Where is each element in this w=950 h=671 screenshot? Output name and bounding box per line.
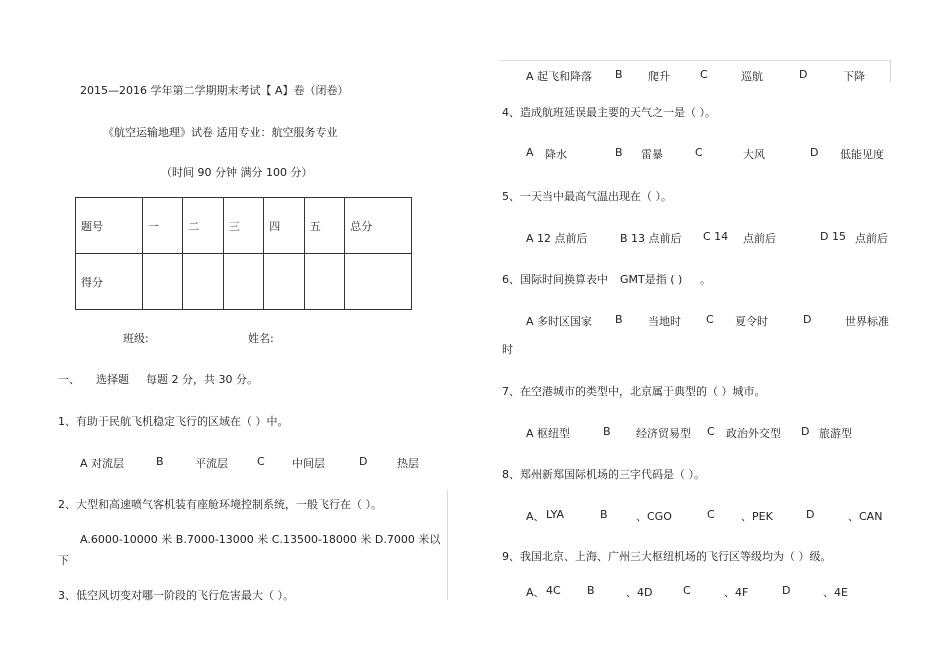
- question-3-stem: 3、低空风切变对哪一阶段的飞行危害最大（ ）。: [58, 589, 294, 602]
- q7-option: 经济贸易型: [636, 427, 691, 440]
- top-rule: [500, 60, 890, 61]
- q7-option: D: [801, 425, 810, 438]
- q1-option: A 对流层: [80, 457, 125, 470]
- q5-option: C 14: [703, 230, 729, 243]
- q2-options: A.6000-10000 米 B.7000-13000 米 C.13500-18000 米 D.7000 米以: [80, 533, 441, 546]
- question-5-stem: 5、一天当中最高气温出现在（ ）。: [502, 190, 672, 203]
- section-number: 一、: [58, 373, 80, 386]
- question-8-stem: 8、郑州新郑国际机场的三字代码是（ ）。: [502, 468, 705, 481]
- q1-option: 平流层: [195, 457, 228, 470]
- q3-option: B: [615, 68, 623, 81]
- q7-option: 政治外交型: [726, 427, 781, 440]
- q6-option: A 多时区国家: [526, 315, 593, 328]
- score-table-cell: 五: [304, 198, 345, 254]
- question-6-stem: 6、国际时间换算表中: [502, 273, 608, 286]
- q2-options-wrap: 下: [58, 554, 69, 567]
- q9-option: 、4D: [626, 586, 653, 599]
- score-table-cell: 总分: [345, 198, 412, 254]
- q1-option: C: [257, 455, 265, 468]
- score-input-cell[interactable]: [183, 254, 224, 310]
- question-1-stem: 1、有助于民航飞机稳定飞行的区域在（ ）中。: [58, 415, 289, 428]
- name-label: 姓名:: [248, 332, 274, 345]
- section-title: 选择题: [96, 373, 129, 386]
- score-input-cell[interactable]: [223, 254, 264, 310]
- score-table: [75, 197, 412, 310]
- q6-option: 当地时: [648, 315, 681, 328]
- q9-option: 、4E: [823, 586, 848, 599]
- q5-option: 点前后: [855, 232, 888, 245]
- question-7-stem: 7、在空港城市的类型中，北京属于典型的（ ）城市。: [502, 385, 766, 398]
- q3-option: C: [700, 68, 708, 81]
- q8-option: 、CAN: [848, 510, 883, 523]
- q7-option: C: [707, 425, 715, 438]
- score-table-score-row: [76, 254, 412, 310]
- q3-option: A 起飞和降落: [526, 70, 593, 83]
- question-9-stem: 9、我国北京、上海、广州三大枢纽机场的飞行区等级均为（ ）级。: [502, 550, 832, 563]
- q4-option: 低能见度: [840, 148, 884, 161]
- q4-option: C: [695, 146, 703, 159]
- q6-option: D: [803, 313, 812, 326]
- q3-option: 爬升: [648, 70, 670, 83]
- q8-option: B: [600, 508, 608, 521]
- q8-option: 、PEK: [741, 510, 773, 523]
- q6-option: B: [615, 313, 623, 326]
- q4-option: 大风: [743, 148, 765, 161]
- q9-option: D: [782, 584, 791, 597]
- score-table-cell: 题号: [76, 198, 143, 254]
- q7-option: 旅游型: [819, 427, 852, 440]
- score-table-cell: 一: [142, 198, 183, 254]
- q4-option: A: [526, 146, 534, 159]
- q8-option: LYA: [546, 508, 565, 521]
- q8-option: D: [806, 508, 815, 521]
- q7-option: B: [603, 425, 611, 438]
- q4-option: D: [810, 146, 819, 159]
- q1-option: 中间层: [292, 457, 325, 470]
- score-table-cell: 四: [264, 198, 305, 254]
- section-description: 每题 2 分，共 30 分。: [146, 373, 258, 386]
- q4-option: 雷暴: [641, 148, 663, 161]
- q9-option: 4C: [546, 584, 561, 597]
- q3-option: D: [799, 68, 808, 81]
- q9-option: C: [683, 584, 691, 597]
- question-6-stem: 。: [700, 273, 711, 286]
- q8-option: C: [707, 508, 715, 521]
- class-label: 班级:: [123, 332, 149, 345]
- q9-option: A、: [526, 586, 545, 599]
- exam-title: 2015—2016 学年第二学期期末考试【 A】卷（闭卷）: [80, 84, 349, 97]
- q3-option: 下降: [843, 70, 865, 83]
- score-table-header-row: [76, 198, 412, 254]
- q6-option: 世界标准: [845, 315, 889, 328]
- score-input-cell[interactable]: [264, 254, 305, 310]
- q4-option: B: [615, 146, 623, 159]
- q6-option-wrap: 时: [502, 343, 513, 356]
- q4-option: 降水: [545, 148, 567, 161]
- q5-option: B 13 点前后: [620, 232, 682, 245]
- q1-option: B: [156, 455, 164, 468]
- question-6-stem: GMT是指 ( ): [620, 273, 683, 286]
- course-line: 《航空运输地理》试卷 适用专业：航空服务专业: [103, 126, 338, 139]
- question-4-stem: 4、造成航班延误最主要的天气之一是（ ）。: [502, 106, 716, 119]
- q1-option: 热层: [397, 457, 419, 470]
- q6-option: C: [706, 313, 714, 326]
- time-line: （时间 90 分钟 满分 100 分）: [161, 166, 313, 179]
- q5-option: 点前后: [743, 232, 776, 245]
- q6-option: 夏令时: [735, 315, 768, 328]
- q8-option: A、: [526, 510, 545, 523]
- page-edge-line: [447, 490, 448, 600]
- question-2-stem: 2、大型和高速喷气客机装有座舱环境控制系统，一般飞行在（ ）。: [58, 498, 382, 511]
- score-table-cell: 二: [183, 198, 224, 254]
- q9-option: B: [587, 584, 595, 597]
- q5-option: D 15: [820, 230, 846, 243]
- q3-option: 巡航: [741, 70, 763, 83]
- q5-option: A 12 点前后: [526, 232, 588, 245]
- score-table-cell: 得分: [76, 254, 143, 310]
- q9-option: 、4F: [724, 586, 749, 599]
- q7-option: A 枢纽型: [526, 427, 571, 440]
- q1-option: D: [359, 455, 368, 468]
- q8-option: 、CGO: [636, 510, 672, 523]
- score-table-cell: 三: [223, 198, 264, 254]
- score-input-cell[interactable]: [304, 254, 345, 310]
- page-edge-line: [890, 60, 891, 82]
- score-input-cell[interactable]: [345, 254, 412, 310]
- score-input-cell[interactable]: [142, 254, 183, 310]
